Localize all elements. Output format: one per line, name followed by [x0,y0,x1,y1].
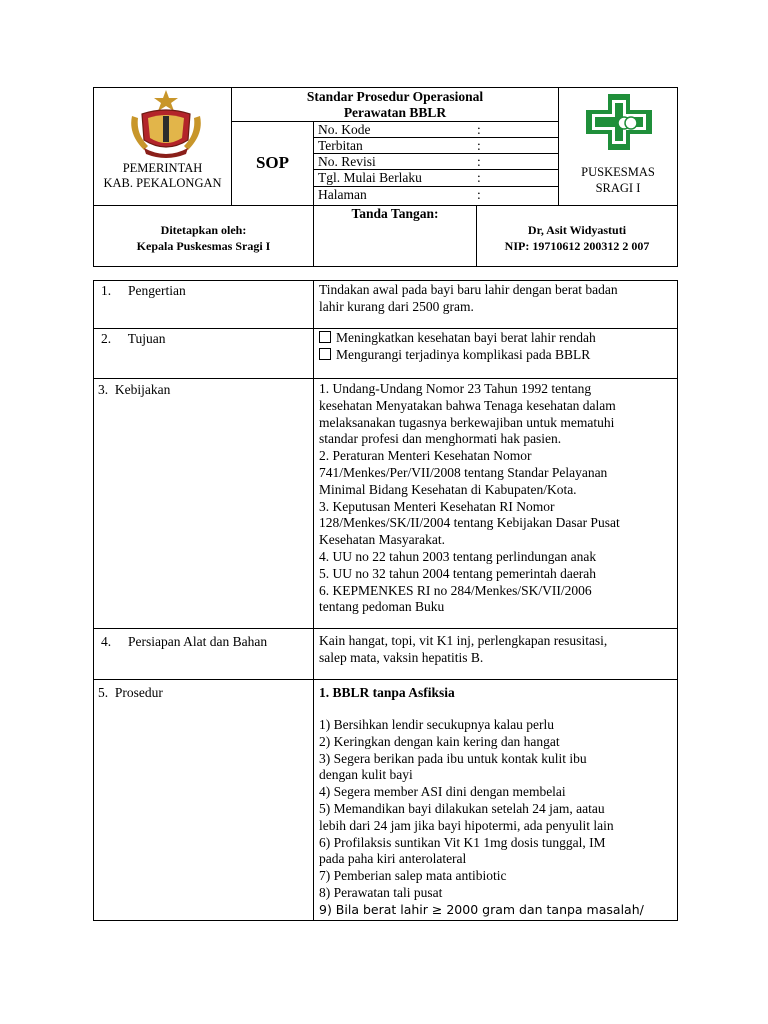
field-no-revisi-sep: : [477,154,481,169]
persiapan-label: 4. Persiapan Alat dan Bahan [101,634,268,649]
field-no-kode-label: No. Kode [318,122,371,137]
field-halaman-label: Halaman [318,187,367,202]
field-halaman-sep: : [477,187,481,202]
prosedur-steps: 1) Bersihkan lendir secukupnya kalau perlu 2) Keringkan dengan kain kering dan hangat 3) Segera berikan pada ibu untuk kontak kulit ibu dengan kulit bayi 4) Segera member ASI dini dengan membelai 5) Memandikan bayi dilakukan setelah 24 jam, aatau lebih dari 24 jam jika bayi hipotermi, ada penyulit lain 6) Profilaksis suntikan Vit K1 1mg dosis tunggal, IM pada paha kiri anterolateral 7) Pemberian salep mata antibiotic 8) Perawatan tali pusat 9) Bila berat lahir ≥ 2000 gram dan tanpa masalah/ [319,717,644,917]
government-label-line1: PEMERINTAH [122,161,203,175]
document-title-line1: Standar Prosedur Operasional [306,89,484,104]
persiapan-text: Kain hangat, topi, vit K1 inj, perlengkapan resusitasi, salep mata, vaksin hepatitis B. [319,633,608,665]
field-terbitan-sep: : [477,138,481,153]
checkbox-icon [319,331,331,343]
puskesmas-label-line2: SRAGI I [595,181,641,195]
sop-label: SOP [255,153,290,172]
prosedur-label: 5. Prosedur [98,685,163,700]
document-title-line2: Perawatan BBLR [343,105,447,120]
signer-name: Dr, Asit Widyastuti [527,223,627,237]
prosedur-heading: 1. BBLR tanpa Asfiksia [319,685,455,700]
pengertian-label: 1. Pengertian [101,283,186,298]
tujuan-list [319,330,596,364]
field-no-revisi-label: No. Revisi [318,154,376,169]
kebijakan-label: 3. Kebijakan [98,382,171,397]
field-no-kode-sep: : [477,122,481,137]
pengertian-text: Tindakan awal pada bayi baru lahir dengan berat badan lahir kurang dari 2500 gram. [319,282,618,314]
approval-set-by: Ditetapkan oleh: [160,223,247,237]
field-terbitan-label: Terbitan [318,138,363,153]
puskesmas-label-line1: PUSKESMAS [581,165,655,179]
tujuan-item: Meningkatkan kesehatan bayi berat lahir rendah [319,330,596,347]
field-tgl-mulai-label: Tgl. Mulai Berlaku [318,170,422,185]
government-label-line2: KAB. PEKALONGAN [103,176,222,190]
kebijakan-text: 1. Undang-Undang Nomor 23 Tahun 1992 tentang kesehatan Menyatakan bahwa Tenaga kesehatan dalam melaksanakan tugasnya berkewajiban untuk mematuhi standar profesi dan menghormati hak pasien. 2. Peraturan Menteri Kesehatan Nomor 741/Menkes/Per/VII/2008 tentang Standar Pelayanan Minimal Bidang Kesehatan di Kabupaten/Kota. 3. Keputusan Menteri Kesehatan RI Nomor 128/Menkes/SK/II/2004 tentang Kebijakan Dasar Pusat Kesehatan Masyarakat. 4. UU no 22 tahun 2003 tentang perlindungan anak 5. UU no 32 tahun 2004 tentang pemerintah daerah 6. KEPMENKES RI no 284/Menkes/SK/VII/2006 tentang pedoman Buku [319,381,620,615]
tujuan-item: Mengurangi terjadinya komplikasi pada BBLR [319,347,596,364]
field-tgl-mulai-sep: : [477,170,481,185]
puskesmas-logo-icon [584,92,654,152]
signature-label: Tanda Tangan: [351,206,439,221]
checkbox-icon [319,348,331,360]
tujuan-label: 2. Tujuan [101,331,166,346]
kabupaten-emblem-icon [124,88,208,160]
approval-role: Kepala Puskesmas Sragi I [136,239,271,253]
signer-nip: NIP: 19710612 200312 2 007 [504,239,650,253]
